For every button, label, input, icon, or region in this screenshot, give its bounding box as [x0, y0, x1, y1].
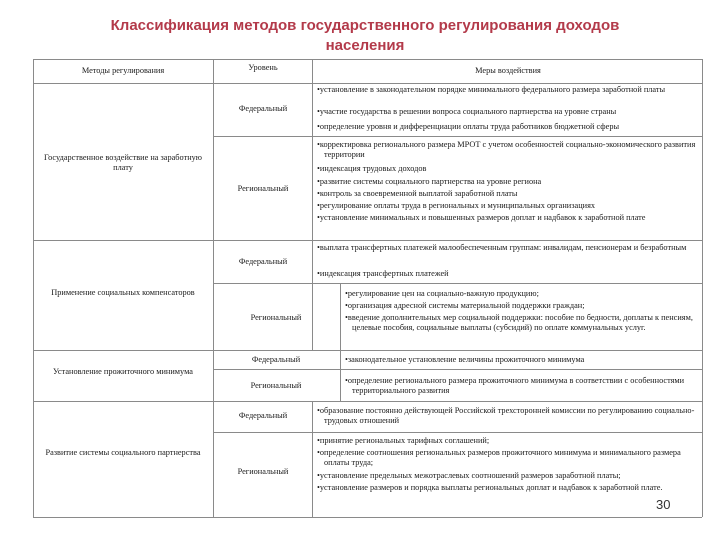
title-line-1: Классификация методов государственного регулирования доходов — [110, 17, 620, 34]
measure-item: •контроль за своевременной выплатой заработной платы — [317, 189, 518, 198]
method-cell: Установление прожиточного минимума — [53, 367, 193, 376]
level-cell: Федеральный — [238, 257, 288, 266]
table-bottom-border — [33, 517, 702, 518]
group-divider — [33, 401, 702, 402]
measure-item: •введение дополнительных мер социальной поддержки: пособие по бедности, доплаты к пенсиям, целевые пособия, социальные выплаты (субсидий) по оплате коммунальных услуг. — [345, 313, 693, 333]
method-cell: Государственное воздействие на заработную плату — [44, 153, 202, 173]
level-cell: Федеральный — [251, 355, 301, 364]
column-divider — [213, 59, 214, 517]
measure-item: •участие государства в решении вопроса социального партнерства на уровне страны — [317, 107, 617, 116]
measure-item: •установление минимальных и повышенных размеров доплат и надбавок к заработной плате — [317, 213, 646, 222]
row-divider — [213, 369, 702, 370]
title-line-2: населения — [325, 37, 405, 54]
row-divider — [213, 283, 702, 284]
level-cell: Региональный — [237, 184, 289, 193]
measure-item: •корректировка регионального размера МРОТ с учетом особенностей социально-экономического развития территории — [317, 140, 696, 160]
method-cell: Развитие системы социального партнерства — [45, 448, 201, 457]
header-methods: Методы регулирования — [81, 66, 165, 75]
measure-item: •выплата трансфертных платежей малообеспеченным группам: инвалидам, пенсионерам и безработным — [317, 243, 687, 252]
page-number: 30 — [656, 497, 671, 512]
level-cell: Федеральный — [238, 411, 288, 420]
group-divider — [33, 350, 702, 351]
measure-item: •развитие системы социального партнерства на уровне региона — [317, 177, 542, 186]
measure-item: •определение уровня и дифференциации оплаты труда работников бюджетной сферы — [317, 122, 620, 131]
measure-item: •законодательное установление величины прожиточного минимума — [345, 355, 585, 364]
level-cell: Федеральный — [238, 104, 288, 113]
measure-item: •индексация трудовых доходов — [317, 164, 427, 173]
header-levels: Уровень — [248, 63, 278, 72]
level-cell: Региональный — [237, 467, 289, 476]
measure-item: •установление в законодательном порядке минимального федерального размера заработной платы — [317, 85, 666, 94]
header-bottom-border — [33, 83, 702, 84]
level-cell: Региональный — [250, 313, 302, 322]
table-left-border — [33, 59, 34, 517]
measure-item: •установление предельных межотраслевых соотношений размеров заработной платы; — [317, 471, 621, 480]
column-divider — [312, 401, 313, 517]
measure-item: •регулирование цен на социально-важную продукцию; — [345, 289, 539, 298]
measure-item: •регулирование оплаты труда в региональных и муниципальных организациях — [317, 201, 596, 210]
row-divider — [213, 136, 702, 137]
measure-item: •установление размеров и порядка выплаты региональных доплат и надбавок к заработной плате. — [317, 483, 663, 492]
column-divider — [312, 59, 313, 350]
measure-item: •определение регионального размера прожиточного минимума в соответствии с особенностями территориального развития — [345, 376, 685, 396]
row-divider — [213, 432, 702, 433]
measure-item: •образование постоянно действующей Российской трехсторонней комиссии по регулированию социально-трудовых отношений — [317, 406, 695, 426]
header-measures: Меры воздействия — [475, 66, 541, 75]
group-divider — [33, 240, 702, 241]
column-divider — [340, 283, 341, 401]
measure-item: •индексация трансфертных платежей — [317, 269, 449, 278]
method-cell: Применение социальных компенсаторов — [51, 288, 195, 297]
level-cell: Региональный — [250, 381, 302, 390]
measure-item: •принятие региональных тарифных соглашений; — [317, 436, 490, 445]
measure-item: •определение соотношения региональных размеров прожиточного минимума и минимального размера оплаты труда; — [317, 448, 681, 468]
table-top-border — [33, 59, 702, 60]
measure-item: •организация адресной системы материальной поддержки граждан; — [345, 301, 585, 310]
